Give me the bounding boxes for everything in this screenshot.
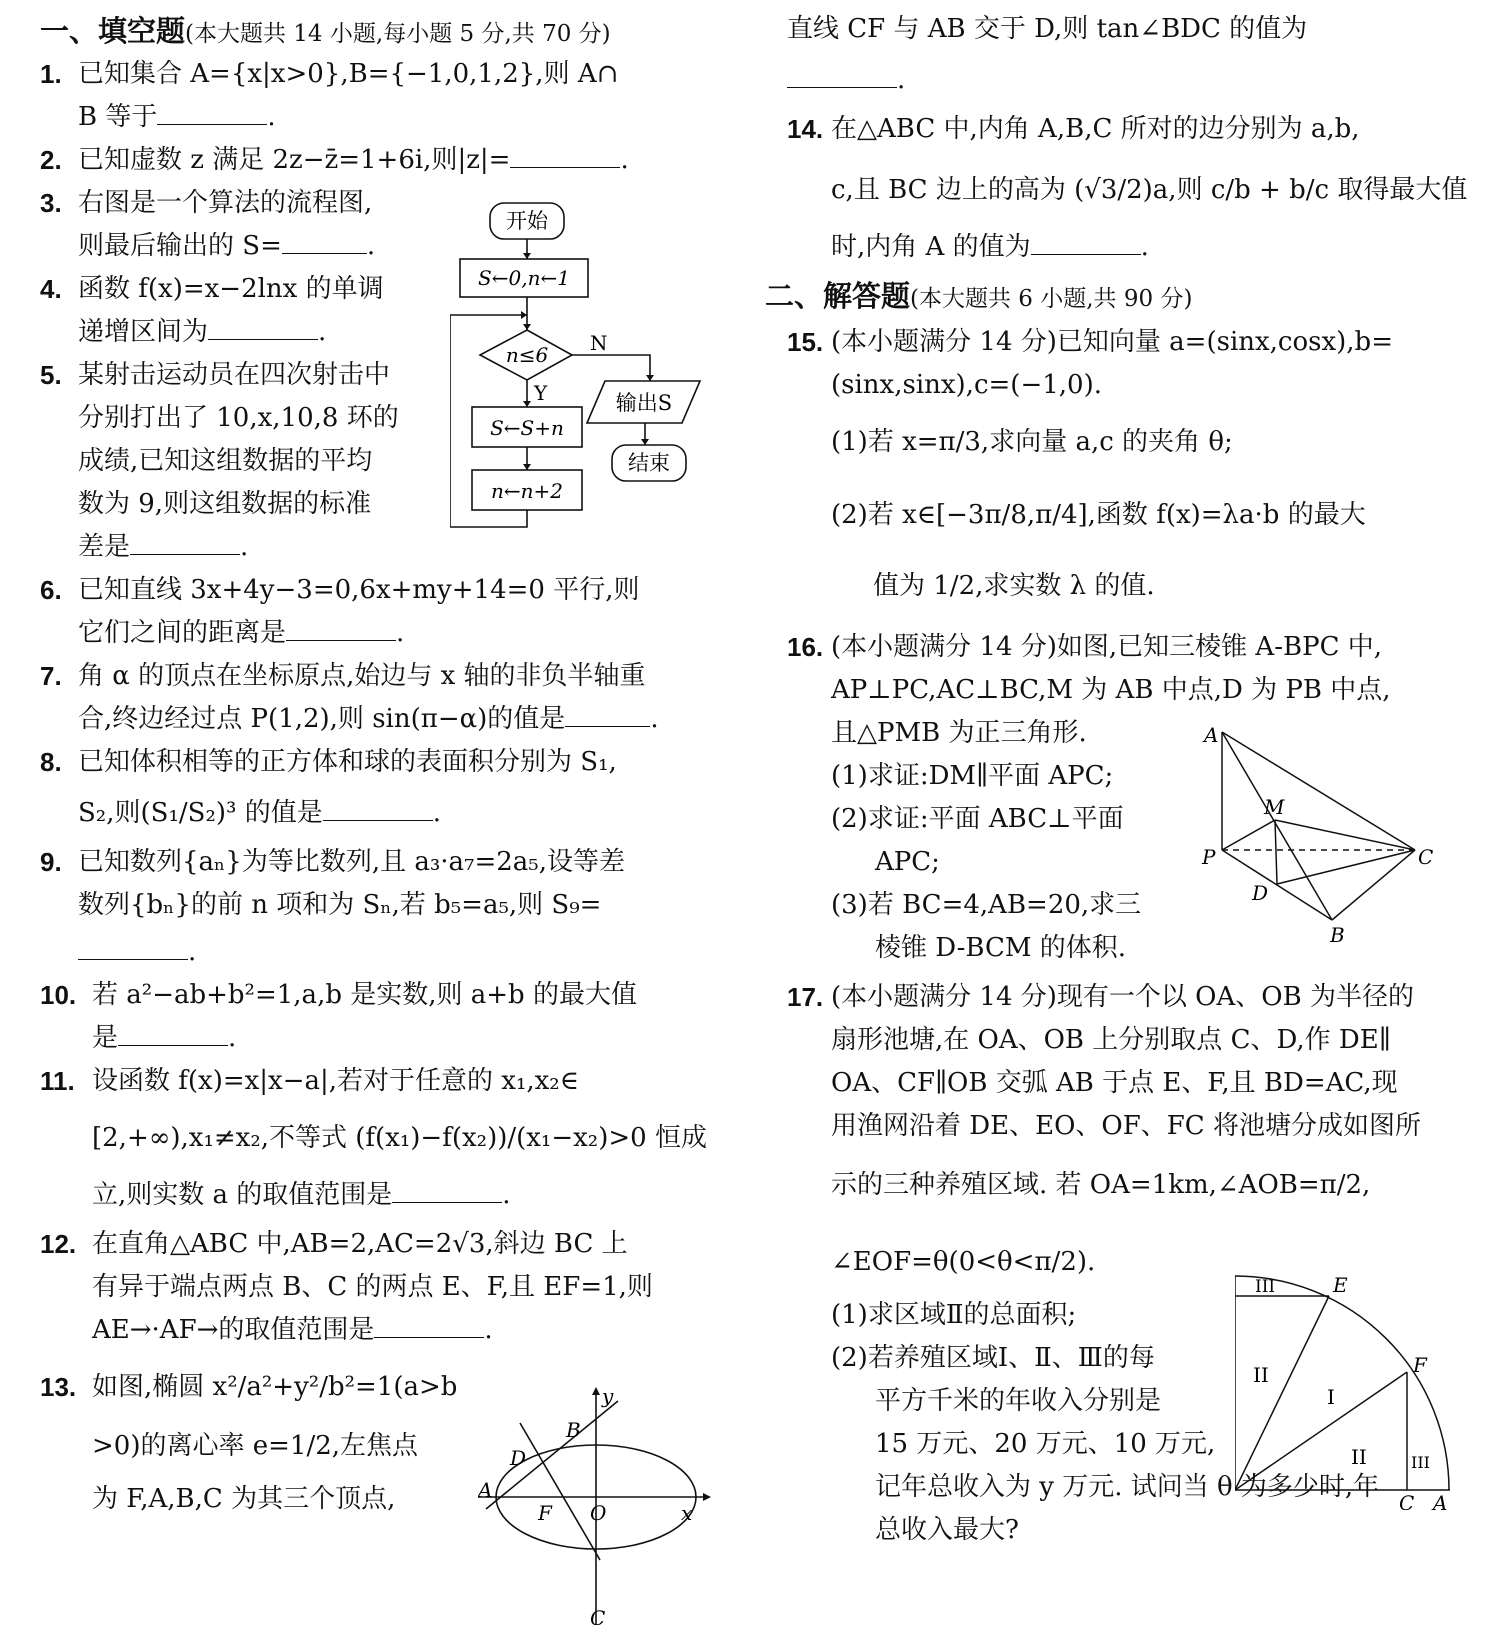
answer-blank [157, 98, 267, 125]
question-11-line3: 立,则实数 a 的取值范围是 [92, 1180, 393, 1210]
answer-blank [1031, 228, 1141, 255]
question-14-line2: c,且 BC 边上的高为 (√3/2)a,则 c/b + b/c 取得最大值 [831, 175, 1468, 205]
question-17-part2-line5: 总收入最大? [875, 1515, 1019, 1545]
question-16-part1: (1)求证:DM∥平面 APC; [831, 761, 1114, 791]
question-number: 12. [40, 1229, 77, 1259]
label-a: A [478, 1478, 493, 1502]
question-16-part3-cont: 棱锥 D-BCM 的体积. [875, 933, 1127, 963]
question-12-line1: 在直角△ABC 中,AB=2,AC=2√3,斜边 BC 上 [92, 1229, 628, 1259]
flow-output-label: 输出S [615, 391, 673, 415]
question-9-line1: 已知数列{aₙ}为等比数列,且 a₃·a₇=2a₅,设等差 [78, 847, 625, 877]
question-5-line5: 差是 [78, 532, 131, 562]
section1-heading [40, 10, 720, 53]
label-c: C [1399, 1491, 1415, 1510]
question-8-line1: 已知体积相等的正方体和球的表面积分别为 S₁, [78, 747, 617, 777]
question-number: 14. [787, 114, 824, 144]
question-17-line5: 示的三种养殖区域. 若 OA=1km,∠AOB=π/2, [831, 1170, 1371, 1200]
question-16-part3: (3)若 BC=4,AB=20,求三 [831, 890, 1142, 920]
flow-init-label: S←0,n←1 [478, 266, 570, 290]
line-cf [520, 1423, 600, 1560]
question-17-line4: 用渔网沿着 DE、EO、OF、FC 将池塘分成如图所 [831, 1111, 1421, 1141]
question-10-line1: 若 a²−ab+b²=1,a,b 是实数,则 a+b 的最大值 [92, 980, 637, 1010]
question-16-part2-cont: APC; [875, 847, 940, 877]
question-5-line3: 成绩,已知这组数据的平均 [78, 446, 373, 476]
question-17-part2-line3: 15 万元、20 万元、10 万元, [875, 1429, 1216, 1459]
section2-heading [765, 275, 1477, 321]
pyramid-figure [1200, 722, 1480, 972]
question-1-line1: 已知集合 A={x|x>0},B={−1,0,1,2},则 A∩ [78, 59, 619, 89]
question-number: 2. [40, 145, 62, 175]
answer-blank [374, 1311, 484, 1338]
region-ii-left: II [1253, 1363, 1269, 1387]
question-7-line1: 角 α 的顶点在坐标原点,始边与 x 轴的非负半轴重 [78, 661, 646, 691]
region-ii-right: II [1351, 1445, 1367, 1469]
question-8: 8. 已知体积相等的正方体和球的表面积分别为 S₁, S₂,则(S₁/S₂)³ 的值是 . [40, 741, 720, 835]
answer-blank [510, 141, 620, 168]
flow-condition-label: n≤6 [505, 343, 549, 367]
sector-figure [1235, 1260, 1485, 1510]
question-6-line2: 它们之间的距离是 [78, 618, 287, 648]
flow-end-label: 结束 [628, 451, 670, 475]
question-17-line3: OA、CF∥OB 交弧 AB 于点 E、F,且 BD=AC,现 [831, 1068, 1398, 1098]
question-number: 15. [787, 327, 824, 357]
question-13-line4: 直线 CF 与 AB 交于 D,则 tan∠BDC 的值为 [787, 14, 1308, 44]
question-5-line4: 数为 9,则这组数据的标准 [78, 489, 372, 519]
question-15 [787, 321, 1477, 608]
question-14: 14. 在△ABC 中,内角 A,B,C 所对的边分别为 a,b, c,且 BC 边上的高为 (√3/2)a,则 c/b + b/c 取得最大值 时,内角 A 的值为 . [787, 108, 1477, 269]
label-a: A [1204, 723, 1219, 747]
question-3: 3. 右图是一个算法的流程图, 则最后输出的 S= . [40, 182, 478, 268]
question-15-part2: (2)若 x∈[−3π/8,π/4],函数 f(x)=λa·b 的最大 [831, 500, 1366, 530]
question-5: 5. 某射击运动员在四次射击中 分别打出了 10,x,10,8 环的 成绩,已知这组数据的平均 数为 9,则这组数据的标准 差是 . [40, 354, 478, 569]
answer-blank [208, 313, 318, 340]
region-iii-top: III [1255, 1277, 1276, 1297]
question-16-line2: AP⊥PC,AC⊥BC,M 为 AB 中点,D 为 PB 中点, [831, 675, 1391, 705]
label-f: F [1413, 1353, 1427, 1377]
section1-title: 一、填空题 [40, 14, 186, 48]
question-6-line1: 已知直线 3x+4y−3=0,6x+my+14=0 平行,则 [78, 575, 640, 605]
question-14-line3: 时,内角 A 的值为 [831, 232, 1031, 262]
question-13 [40, 1366, 492, 1521]
section2-note: (本大题共 6 小题,共 90 分) [910, 286, 1193, 312]
question-number: 16. [787, 632, 824, 662]
flow-step1-label: S←S+n [490, 416, 564, 440]
question-5-line2: 分别打出了 10,x,10,8 环的 [78, 403, 399, 433]
question-9-line2: 数列{bₙ}的前 n 项和为 Sₙ,若 b₅=a₅,则 S₉= [78, 890, 602, 920]
question-17-line2: 扇形池塘,在 OA、OB 上分别取点 C、D,作 DE∥ [831, 1025, 1391, 1055]
section2-title: 二、解答题 [765, 279, 911, 313]
answer-blank [565, 700, 650, 727]
question-12: 12. 在直角△ABC 中,AB=2,AC=2√3,斜边 BC 上 有异于端点两点 B、C 的两点 E、F,且 EF=1,则 AE→·AF→的取值范围是 . [40, 1223, 720, 1352]
question-16-line3: 且△PMB 为正三角形. [831, 718, 1087, 748]
question-13-continued: 直线 CF 与 AB 交于 D,则 tan∠BDC 的值为 . [787, 8, 1477, 102]
answer-blank [118, 1019, 228, 1046]
question-17-part2: (2)若养殖区域Ⅰ、Ⅱ、Ⅲ的每 [831, 1343, 1155, 1373]
label-b: B [566, 1418, 581, 1442]
label-a: A [1433, 1491, 1448, 1510]
question-17-part1: (1)求区域Ⅱ的总面积; [831, 1300, 1077, 1330]
label-m: M [1264, 795, 1285, 819]
question-number: 11. [40, 1066, 75, 1096]
label-c: C [1418, 845, 1434, 869]
flowchart-figure [450, 195, 715, 545]
region-iii-right: III [1411, 1453, 1430, 1472]
label-d: D [510, 1446, 527, 1470]
question-number: 1. [40, 59, 62, 89]
question-11-line1: 设函数 f(x)=x|x−a|,若对于任意的 x₁,x₂∈ [92, 1066, 579, 1096]
question-3-line2: 则最后输出的 S= [78, 231, 282, 261]
question-2-line1: 已知虚数 z 满足 2z−z̄=1+6i,则|z|= [78, 145, 511, 175]
question-7: 7. 角 α 的顶点在坐标原点,始边与 x 轴的非负半轴重 合,终边经过点 P(1,2),则 sin(π−α)的值是 . [40, 655, 720, 741]
region-i: I [1327, 1385, 1335, 1409]
question-12-line3: AE→·AF→的取值范围是 [92, 1315, 375, 1345]
question-14-line1: 在△ABC 中,内角 A,B,C 所对的边分别为 a,b, [831, 114, 1360, 144]
section1-note: (本大题共 14 小题,每小题 5 分,共 70 分) [185, 21, 611, 47]
question-16-line1: (本小题满分 14 分)如图,已知三棱锥 A-BPC 中, [831, 632, 1383, 662]
question-15-part2-cont: 值为 1/2,求实数 λ 的值. [873, 571, 1155, 601]
question-number: 4. [40, 274, 62, 304]
question-7-line2: 合,终边经过点 P(1,2),则 sin(π−α)的值是 [78, 704, 566, 734]
answer-blank [323, 794, 433, 821]
line-ab [486, 1401, 618, 1509]
label-b: B [1330, 923, 1345, 947]
question-3-line1: 右图是一个算法的流程图, [78, 188, 373, 218]
question-8-line2: S₂,则(S₁/S₂)³ 的值是 [78, 798, 323, 828]
answer-blank [787, 61, 897, 88]
question-number: 7. [40, 661, 62, 691]
label-y: y [602, 1385, 614, 1408]
question-16-part2: (2)求证:平面 ABC⊥平面 [831, 804, 1124, 834]
label-e: E [1333, 1273, 1348, 1297]
question-1-line2: B 等于 [78, 102, 158, 132]
question-10: 10. 若 a²−ab+b²=1,a,b 是实数,则 a+b 的最大值 是 . [40, 974, 720, 1060]
label-x: x [681, 1501, 693, 1525]
question-15-part1: (1)若 x=π/3,求向量 a,c 的夹角 θ; [831, 427, 1233, 457]
question-6: 6. 已知直线 3x+4y−3=0,6x+my+14=0 平行,则 它们之间的距离是 . [40, 569, 720, 655]
label-p: P [1202, 845, 1216, 869]
flow-step2-label: n←n+2 [490, 479, 564, 503]
flow-start-label: 开始 [506, 209, 548, 233]
flow-yes-label: Y [534, 381, 548, 405]
answer-blank [130, 528, 240, 555]
question-4: 4. 函数 f(x)=x−2lnx 的单调 递增区间为 . [40, 268, 478, 354]
question-1: 1. 已知集合 A={x|x>0},B={−1,0,1,2},则 A∩ B 等于 . [40, 53, 720, 139]
question-11-line2: [2,+∞),x₁≠x₂,不等式 (f(x₁)−f(x₂))/(x₁−x₂)>0 恒成 [92, 1123, 707, 1153]
question-15-line1: (本小题满分 14 分)已知向量 a=(sinx,cosx),b= [831, 327, 1393, 357]
question-9: 9. 已知数列{aₙ}为等比数列,且 a₃·a₇=2a₅,设等差 数列{bₙ}的前 n 项和为 Sₙ,若 b₅=a₅,则 S₉= . [40, 841, 720, 974]
label-c: C [590, 1606, 606, 1625]
question-number: 10. [40, 980, 77, 1010]
question-4-line1: 函数 f(x)=x−2lnx 的单调 [78, 274, 384, 304]
answer-blank [282, 227, 367, 254]
question-17-line1: (本小题满分 14 分)现有一个以 OA、OB 为半径的 [831, 982, 1414, 1012]
question-17-line6: ∠EOF=θ(0<θ<π/2). [831, 1247, 1096, 1277]
question-13-line2: >0)的离心率 e=1/2,左焦点 [92, 1431, 419, 1461]
answer-blank [286, 614, 396, 641]
ellipse-figure [478, 1385, 718, 1625]
question-number: 3. [40, 188, 62, 218]
flow-no-label: N [590, 331, 608, 355]
answer-blank [392, 1176, 502, 1203]
question-13-line3: 为 F,A,B,C 为其三个顶点, [92, 1484, 396, 1514]
question-17-part2-line4: 记年总收入为 y 万元. 试问当 θ 为多少时,年 [875, 1472, 1380, 1502]
answer-blank [78, 933, 188, 960]
question-13-line1: 如图,椭圆 x²/a²+y²/b²=1(a>b [92, 1372, 458, 1402]
question-17-part2-line2: 平方千米的年收入分别是 [875, 1386, 1162, 1416]
question-15-line2: (sinx,sinx),c=(−1,0). [831, 370, 1102, 400]
question-number: 8. [40, 747, 62, 777]
question-2: 2. 已知虚数 z 满足 2z−z̄=1+6i,则|z|= . [40, 139, 720, 182]
question-number: 9. [40, 847, 62, 877]
question-12-line2: 有异于端点两点 B、C 的两点 E、F,且 EF=1,则 [92, 1272, 653, 1302]
label-o: O [590, 1501, 607, 1525]
question-number: 6. [40, 575, 62, 605]
question-number: 5. [40, 360, 62, 390]
label-d: D [1252, 881, 1269, 905]
question-5-line1: 某射击运动员在四次射击中 [78, 360, 391, 390]
question-number: 13. [40, 1372, 77, 1402]
question-number: 17. [787, 982, 824, 1012]
question-4-line2: 递增区间为 [78, 317, 209, 347]
question-11: 11. 设函数 f(x)=x|x−a|,若对于任意的 x₁,x₂∈ [2,+∞),x₁≠x₂,不等式 (f(x₁)−f(x₂))/(x₁−x₂)>0 恒成 立,则实数 a 的取值范围是 . [40, 1060, 720, 1217]
question-10-line2: 是 [92, 1023, 119, 1053]
label-f: F [538, 1501, 552, 1525]
